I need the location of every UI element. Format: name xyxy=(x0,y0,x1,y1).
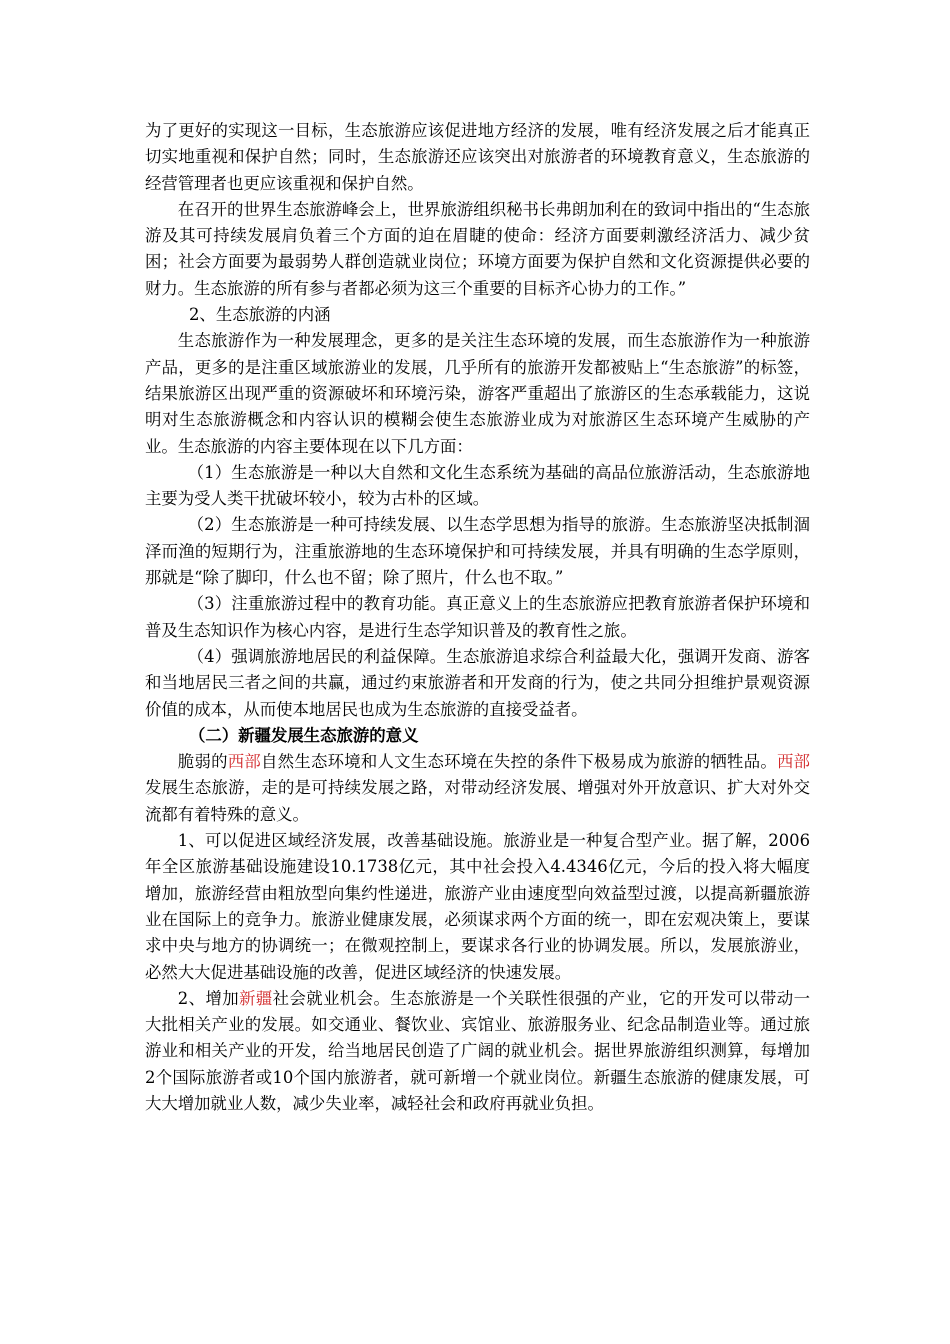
highlight-west: 西部 xyxy=(227,752,262,772)
paragraph-summit-quote: 在召开的世界生态旅游峰会上，世界旅游组织秘书长弗朗加利在的致词中指出的“生态旅游及其可持续发展肩负着三个方面的迫在眉睫的使命：经济方面要刺激经济活力、减少贫困；社会方面要为最弱势人群创造就业岗位；环境方面要为保护自然和文化资源提供必要的财力。生态旅游的所有参与者都必须为这三个重要的目标齐心协力的工作。” xyxy=(145,199,810,298)
list-item-2: （2）生态旅游是一种可持续发展、以生态学思想为指导的旅游。生态旅游坚决抵制涸泽而渔的短期行为，注重旅游地的生态环境保护和可持续发展，并具有明确的生态学原则，那就是“除了脚印，什么也不留；除了照片，什么也不取。” xyxy=(145,515,810,588)
paragraph-economy-goal: 为了更好的实现这一目标，生态旅游应该促进地方经济的发展，唯有经济发展之后才能真正切实地重视和保护自然；同时，生态旅游还应该突出对旅游者的环境教育意义，生态旅游的经营管理者也更应该重视和保护自然。 xyxy=(145,121,810,193)
text-run: 社会就业机会。生态旅游是一个关联性很强的产业，它的开发可以带动一大批相关产业的发展。如交通业、餐饮业、宾馆业、旅游服务业、纪念品制造业等。通过旅游业和相关产业的开发，给当地居民创造了广阔的就业机会。据世界旅游组织测算，每增加2个国际旅游者或10个国内旅游者，就可新增一个就业岗位。新疆生态旅游的健康发展，可大大增加就业人数，减少失业率，减轻社会和政府再就业负担。 xyxy=(145,988,810,1113)
document-page xyxy=(145,118,810,1117)
highlight-xinjiang: 新疆 xyxy=(239,988,273,1008)
list-item-3: （3）注重旅游过程中的教育功能。真正意义上的生态旅游应把教育旅游者保护环境和普及生态知识作为核心内容，是进行生态学知识普及的教育性之旅。 xyxy=(145,594,810,640)
highlight-west: 西部 xyxy=(776,752,811,772)
text-run: 发展生态旅游，走的是可持续发展之路，对带动经济发展、增强对外开放意识、扩大对外交流都有着特殊的意义。 xyxy=(145,778,810,824)
text-run: 自然生态环境和人文生态环境在失控的条件下极易成为旅游的牺牲品。 xyxy=(261,752,777,772)
text-run: 2、增加 xyxy=(177,988,240,1008)
section-heading-significance: （二）新疆发展生态旅游的意义 xyxy=(189,725,419,745)
paragraph-regional-economy: 1、可以促进区域经济发展，改善基础设施。旅游业是一种复合型产业。据了解，2006年全区旅游基础设施建设10.1738亿元，其中社会投入4.4346亿元，今后的投入将大幅度增加，旅游经营由粗放型向集约性递进，旅游产业由速度型向效益型过渡，以提高新疆旅游业在国际上的竞争力。旅游业健康发展，必须谋求两个方面的统一，即在宏观决策上，要谋求中央与地方的协调统一；在微观控制上，要谋求各行业的协调发展。所以，发展旅游业，必然大大促进基础设施的改善，促进区域经济的快速发展。 xyxy=(145,831,810,982)
paragraph-employment xyxy=(145,986,810,1117)
list-item-4: （4）强调旅游地居民的利益保障。生态旅游追求综合利益最大化，强调开发商、游客和当地居民三者之间的共赢，通过约束旅游者和开发商的行为，使之共同分担维护景观资源价值的成本，从而使本地居民也成为生态旅游的直接受益者。 xyxy=(145,646,810,719)
section-heading-connotation: 2、生态旅游的内涵 xyxy=(189,305,331,325)
list-item-1: （1）生态旅游是一种以大自然和文化生态系统为基础的高品位旅游活动，生态旅游地主要为受人类干扰破坏较小，较为古朴的区域。 xyxy=(145,462,810,509)
text-run: 脆弱的 xyxy=(177,752,228,772)
paragraph-connotation: 生态旅游作为一种发展理念，更多的是关注生态环境的发展，而生态旅游作为一种旅游产品，更多的是注重区域旅游业的发展，几乎所有的旅游开发都被贴上“生态旅游”的标签，结果旅游区出现严重的资源破坏和环境污染，游客严重超出了旅游区的生态承载能力，这说明对生态旅游概念和内容认识的模糊会使生态旅游业成为对旅游区生态环境产生威胁的产业。生态旅游的内容主要体现在以下几方面： xyxy=(145,331,810,456)
paragraph-west-fragile xyxy=(145,749,810,828)
